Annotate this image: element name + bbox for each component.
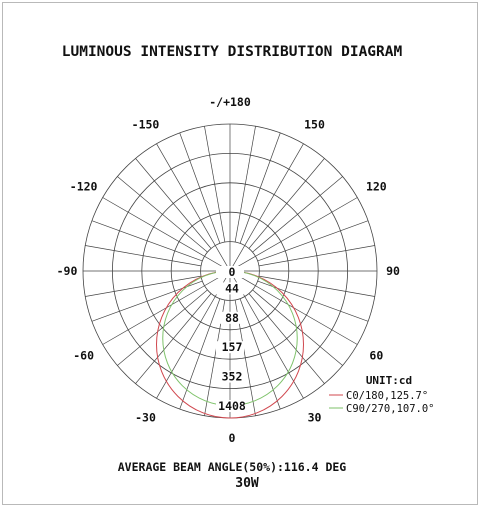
angle-tick-label: 150 [304,117,325,132]
grid-spoke [180,133,220,244]
beam-angle-footer: AVERAGE BEAM ANGLE(50%):116.4 DEG [117,460,347,474]
radial-tick-label: 1408 [218,399,246,413]
grid-spoke [240,133,280,244]
angle-tick-label: 60 [369,348,384,363]
grid-spoke [259,276,375,296]
legend [329,390,435,415]
chart-title: LUMINOUS INTENSITY DISTRIBUTION DIAGRAM [61,44,403,60]
grid-spoke [117,290,207,366]
angle-tick-label: 90 [386,264,400,278]
unit-label: UNIT:cd [365,374,413,387]
angle-tick-label: -90 [56,264,78,278]
chart-frame [2,2,478,505]
grid-spoke [85,245,201,265]
radial-tick-label: 352 [221,369,243,384]
grid-spoke [92,221,203,261]
grid-spoke [136,158,212,248]
radial-tick-label: 44 [225,281,239,296]
angle-tick-label: -120 [69,179,98,194]
grid-spoke [117,177,207,253]
angle-tick-label: -/+180 [209,95,251,109]
polar-diagram [3,3,479,506]
grid-spoke [204,126,224,242]
radial-tick-label: 88 [225,310,239,325]
angle-tick-label: -60 [73,348,95,363]
angle-tick-label: 30 [307,410,322,425]
angle-tick-label: -150 [131,117,160,132]
radial-tick-label: 0 [228,265,236,279]
wattage-label: 30W [235,476,259,491]
angle-tick-label: 120 [365,179,387,194]
bottom-zero-label: 0 [228,431,236,445]
grid-spoke [253,290,343,366]
grid-spoke [136,294,212,384]
angle-tick-label: -30 [135,410,156,425]
grid-spoke [253,177,343,253]
radial-tick-label: 157 [221,340,243,355]
grid-spoke [180,299,220,410]
grid-spoke [85,276,201,296]
legend-label: C0/180,125.7° [346,390,429,402]
grid-spoke [240,299,280,410]
legend-label: C90/270,107.0° [346,403,435,415]
grid-spoke [249,294,325,384]
grid-spoke [258,221,369,261]
grid-spoke [259,245,375,265]
grid-spoke [235,126,255,242]
grid-spoke [249,158,325,248]
